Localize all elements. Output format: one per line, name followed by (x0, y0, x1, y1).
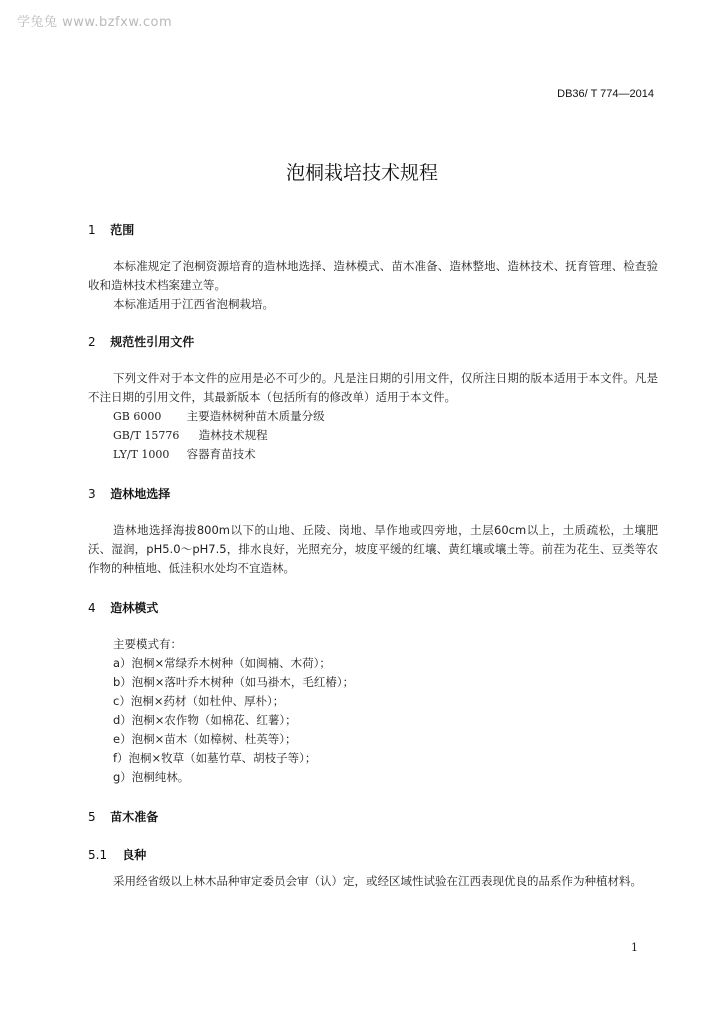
list-item: g）泡桐纯林。 (113, 770, 190, 784)
reference-code: GB 6000 (113, 410, 162, 423)
section-1-heading (88, 221, 134, 238)
section-2-paragraph-1: 下列文件对于本文件的应用是必不可少的。凡是注日期的引用文件，仅所注日期的版本适用于本文件。凡是不注日期的引用文件，其最新版本（包括所有的修改单）适用于本文件。 (88, 371, 658, 404)
reference-title: 主要造林树种苗木质量分级 (186, 409, 325, 423)
section-title: 规范性引用文件 (110, 335, 195, 349)
reference-title: 造林技术规程 (198, 428, 268, 442)
list-item: a）泡桐×常绿乔木树种（如闽楠、木荷）； (113, 656, 331, 670)
section-title: 苗木准备 (110, 810, 159, 824)
list-item: c）泡桐×药材（如杜仲、厚朴）； (113, 694, 285, 708)
section-number: 5 (88, 810, 96, 824)
reference-title: 容器育苗技术 (186, 447, 256, 461)
section-1-paragraph-2: 本标准适用于江西省泡桐栽培。 (113, 297, 274, 311)
section-1-paragraph-1: 本标准规定了泡桐资源培育的造林地选择、造林模式、苗木准备、造林整地、造林技术、抚育管理、检查验收和造林技术档案建立等。 (88, 259, 658, 292)
page-title: 泡桐栽培技术规程 (285, 162, 438, 184)
section-3-paragraph-1: 造林地选择海拔800m以下的山地、丘陵、岗地、旱作地或四旁地，土层60cm以上，土质疏松，土壤肥沃、湿润，pH5.0～pH7.5，排水良好，光照充分，坡度平缓的红壤、黄红壤或壤土等。前茬为花生、豆类等农作物的种植地、低洼积水处均不宜造林。 (88, 523, 658, 575)
section-3-heading (88, 485, 170, 502)
section-number: 5.1 (88, 848, 108, 862)
section-number: 1 (88, 223, 96, 237)
section-5-heading (88, 808, 158, 825)
section-4-heading (88, 599, 158, 616)
watermark: 学兔兔 www.bzfxw.com (17, 15, 173, 30)
section-2-heading (88, 333, 194, 350)
page-number: 1 (631, 941, 638, 954)
section-number: 3 (88, 487, 96, 501)
reference-code: GB/T 15776 (113, 429, 180, 442)
list-item: e）泡桐×苗木（如樟树、杜英等）； (113, 732, 297, 746)
section-4-intro: 主要模式有： (113, 637, 182, 651)
section-title: 范围 (110, 223, 135, 237)
reference-item (113, 445, 256, 464)
section-title: 良种 (122, 848, 147, 862)
section-title: 造林地选择 (110, 487, 171, 501)
document-code: DB36/ T 774—2014 (557, 88, 654, 100)
section-number: 2 (88, 335, 96, 349)
reference-item (113, 407, 325, 426)
reference-item (113, 426, 268, 445)
subsection-5-1-heading (88, 846, 146, 863)
list-item: b）泡桐×落叶乔木树种（如马褂木，毛红椿）； (113, 675, 355, 689)
reference-code: LY/T 1000 (113, 448, 170, 461)
subsection-5-1-paragraph-1: 采用经省级以上林木品种审定委员会审（认）定，或经区域性试验在江西表现优良的品系作为种植材料。 (113, 874, 642, 888)
list-item: f）泡桐×牧草（如墓竹草、胡枝子等）； (113, 751, 317, 765)
section-number: 4 (88, 601, 96, 615)
section-title: 造林模式 (110, 601, 159, 615)
list-item: d）泡桐×农作物（如棉花、红薯）； (113, 713, 297, 727)
